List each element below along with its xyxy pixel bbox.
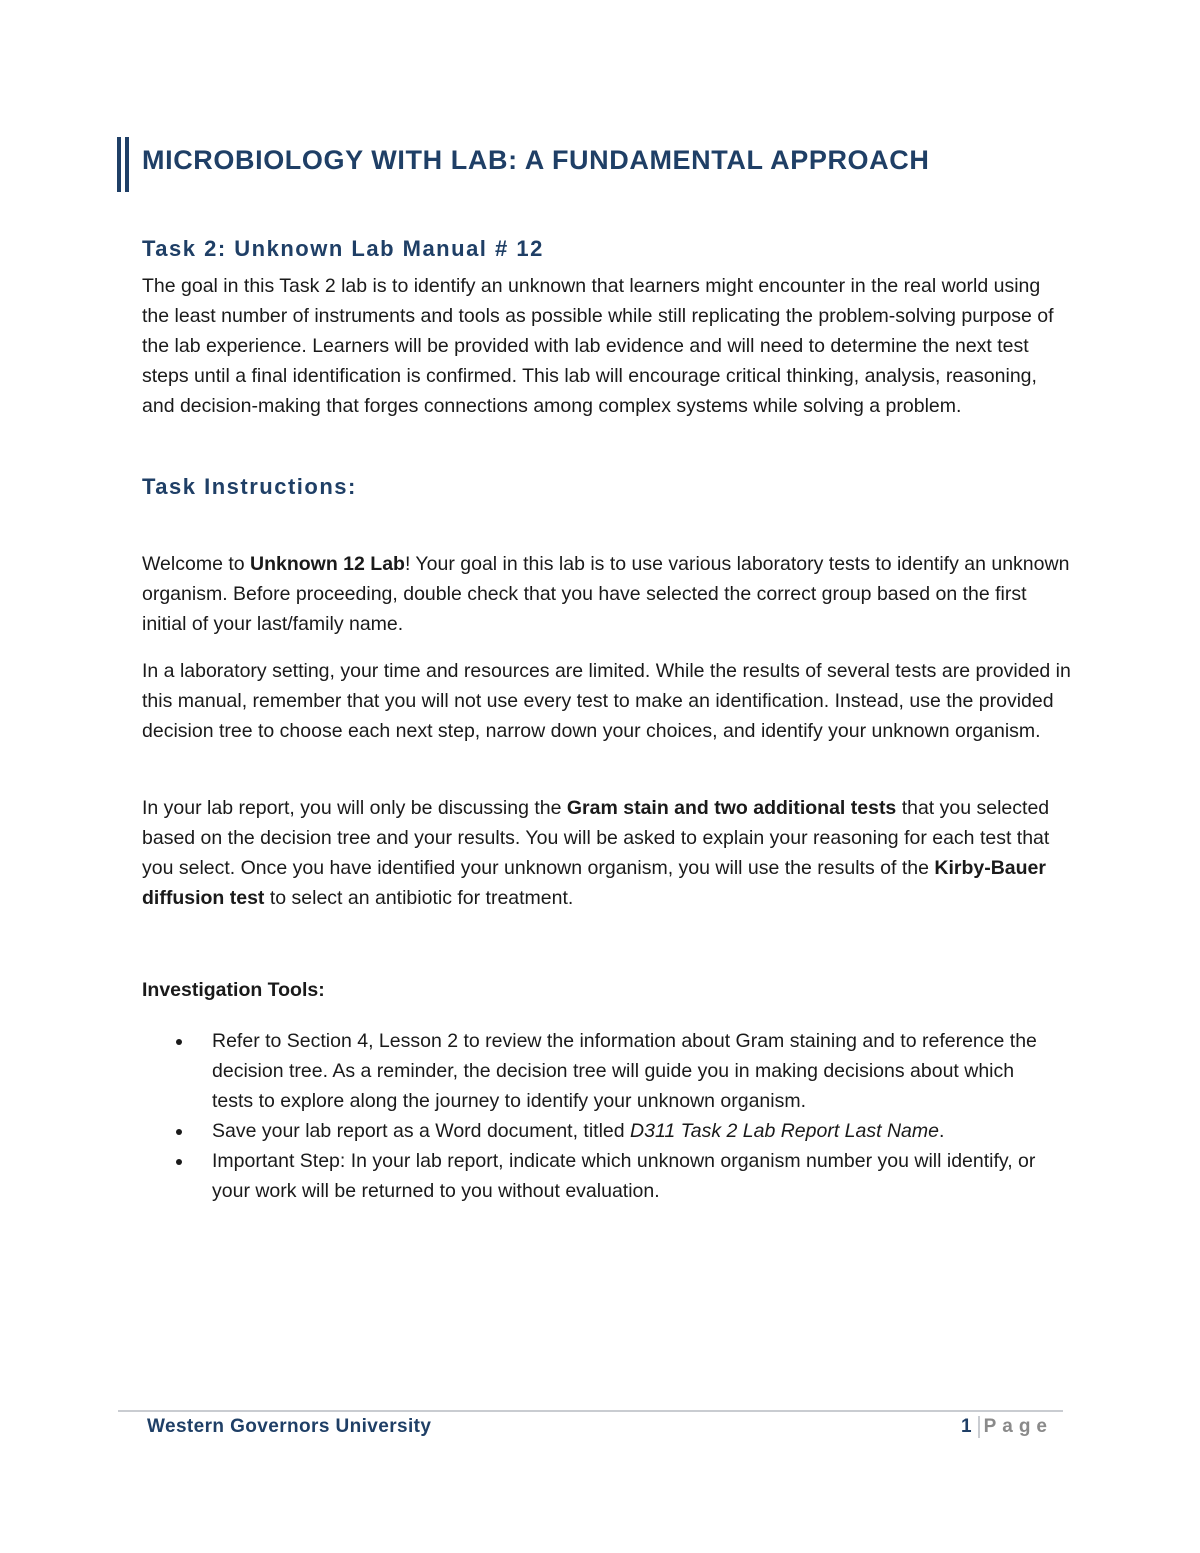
- list-item-text-italic: D311 Task 2 Lab Report Last Name: [630, 1120, 939, 1142]
- list-item: [142, 1116, 1042, 1146]
- intro-paragraph: The goal in this Task 2 lab is to identify an unknown that learners might encounter in the real world using the least number of instruments and tools as possible while still replicating the problem-solving purpose of the lab experience. Learners will be provided with lab evidence and will need to determine the next test steps until a final identification is confirmed. This lab will encourage critical thinking, analysis, reasoning, and decision-making that forges connections among complex systems while solving a problem.: [142, 275, 1054, 417]
- title-accent-bar-right: [125, 137, 129, 192]
- list-item-text-before: Save your lab report as a Word document, titled: [212, 1120, 631, 1142]
- list-item-text: Refer to Section 4, Lesson 2 to review the information about Gram staining and to reference the decision tree. As a reminder, the decision tree will guide you in making decisions about which tests to explore along the journey to identify your unknown organism.: [212, 1030, 1037, 1112]
- welcome-text-bold: Unknown 12 Lab: [250, 553, 405, 575]
- list-item-text: Important Step: In your lab report, indicate which unknown organism number you will identify, or your work will be returned to you without evaluation.: [212, 1150, 1036, 1202]
- report-text-2: that you selected based on the decision tree and your results. You will be asked to explain your reasoning for each test that you select. Once you have identified your unknown organism, you will use the results of the: [142, 797, 1050, 879]
- bullet-icon: [176, 1039, 182, 1045]
- instructions-heading: Task Instructions:: [142, 474, 357, 499]
- welcome-text-before: Welcome to: [142, 553, 251, 575]
- welcome-paragraph: [142, 549, 1072, 639]
- report-text-3: to select an antibiotic for treatment.: [264, 887, 574, 909]
- tools-list: [142, 1026, 1042, 1206]
- bullet-icon: [176, 1129, 182, 1135]
- report-bold-2: Kirby-Bauer diffusion test: [142, 857, 1046, 909]
- task-heading: Task 2: Unknown Lab Manual # 12: [142, 236, 544, 261]
- footer-page-indicator: [961, 1416, 1053, 1438]
- page-label: Page: [983, 1416, 1053, 1437]
- title-accent-bars: [117, 137, 131, 192]
- list-item: [142, 1026, 1042, 1116]
- report-paragraph: [142, 793, 1072, 913]
- tools-heading: Investigation Tools:: [142, 979, 325, 1001]
- title-accent-bar-left: [117, 137, 121, 192]
- footer-divider: [118, 1410, 1063, 1412]
- footer-institution: Western Governors University: [147, 1416, 432, 1437]
- page-number: 1: [961, 1416, 980, 1438]
- list-item-text-after: .: [938, 1120, 945, 1142]
- bullet-icon: [176, 1159, 182, 1165]
- welcome-text-after: ! Your goal in this lab is to use various laboratory tests to identify an unknown organism. Before proceeding, double check that you have selected the correct group based on the first initial of your last/family name.: [142, 553, 1070, 635]
- setting-paragraph: In a laboratory setting, your time and resources are limited. While the results of several tests are provided in this manual, remember that you will not use every test to make an identification. Instead, use the provided decision tree to choose each next step, narrow down your choices, and identify your unknown organism.: [142, 660, 1071, 742]
- page-title: MICROBIOLOGY WITH LAB: A FUNDAMENTAL APPROACH: [142, 145, 930, 175]
- report-bold-1: Gram stain and two additional tests: [566, 797, 897, 819]
- list-item: [142, 1146, 1042, 1206]
- report-text-1: In your lab report, you will only be discussing the: [142, 797, 567, 819]
